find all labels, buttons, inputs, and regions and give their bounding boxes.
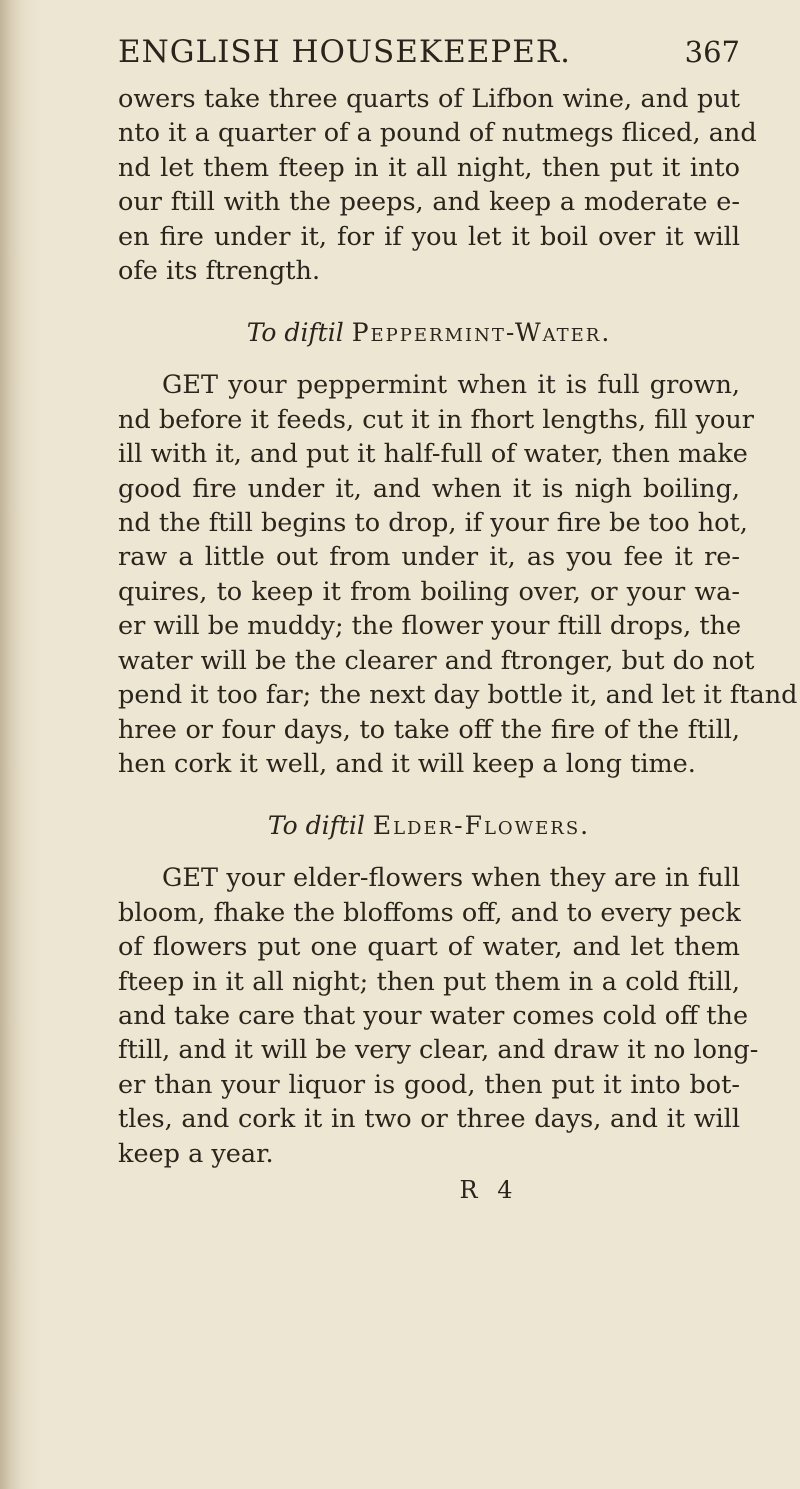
running-header (118, 30, 740, 74)
text-line: water will be the clearer and ftronger, but do not (118, 645, 755, 676)
text-line: en fire under it, for if you let it boil over it will (118, 221, 740, 252)
text-line: owers take three quarts of Lifbon wine, and put (118, 84, 740, 114)
text-line: of flowers put one quart of water, and let them (118, 932, 740, 963)
text-line: er than your liquor is good, then put it into bot- (118, 1069, 740, 1100)
text-line: er will be muddy; the flower your ftill drops, the (118, 611, 742, 642)
text-line: ftill, and it will be very clear, and draw it no long- (118, 1035, 759, 1066)
section-heading-peppermint (118, 316, 740, 350)
heading-title: Peppermint-Water. (351, 318, 612, 348)
heading-prefix: To diftil (267, 811, 365, 841)
text-line: bloom, fhake the bloffoms off, and to every peck (118, 897, 741, 928)
text-line: quires, to keep it from boiling over, or your wa- (118, 576, 740, 607)
elder-flowers-paragraph (118, 861, 759, 1171)
text-line: nd before it feeds, cut it in fhort lengths, fill your (118, 404, 754, 435)
running-title: ENGLISH HOUSEKEEPER. (118, 34, 572, 70)
text-line: ofe its ftrength. (118, 256, 321, 287)
peppermint-paragraph (118, 368, 798, 781)
text-line: GET your peppermint when it is full grown, (162, 370, 740, 401)
heading-title: Elder-Flowers. (372, 811, 591, 841)
text-line: hree or four days, to take off the fire of the ftill, (118, 714, 740, 745)
text-line: good fire under it, and when it is nigh boiling, (118, 473, 740, 504)
text-line: keep a year. (118, 1138, 274, 1169)
intro-paragraph (118, 82, 757, 288)
text-line: ill with it, and put it half-full of water, then make (118, 439, 748, 470)
text-line: pend it too far; the next day bottle it, and let it ftand (118, 680, 798, 711)
signature-text: R 4 (459, 1175, 519, 1204)
page-gutter-shadow (0, 0, 120, 1489)
section-heading-elder-flowers (118, 809, 740, 843)
text-line: nd the ftill begins to drop, if your fire be too hot, (118, 508, 748, 539)
page-number: 367 (684, 35, 740, 69)
text-line: tles, and cork it in two or three days, and it will (118, 1104, 740, 1135)
printer-signature-mark (118, 1175, 740, 1205)
text-line: hen cork it well, and it will keep a long time. (118, 748, 696, 779)
text-line: raw a little out from under it, as you fee it re- (118, 542, 740, 573)
text-line: and take care that your water comes cold off the (118, 1000, 749, 1031)
text-line: fteep in it all night; then put them in a cold ftill, (118, 966, 740, 997)
text-line: nd let them fteep in it all night, then put it into (118, 152, 740, 183)
book-page (118, 30, 798, 1205)
text-line: GET your elder-flowers when they are in full (162, 863, 740, 894)
heading-prefix: To diftil (246, 318, 344, 348)
text-line: our ftill with the peeps, and keep a moderate e- (118, 187, 740, 218)
text-line: nto it a quarter of a pound of nutmegs fliced, and (118, 118, 757, 149)
